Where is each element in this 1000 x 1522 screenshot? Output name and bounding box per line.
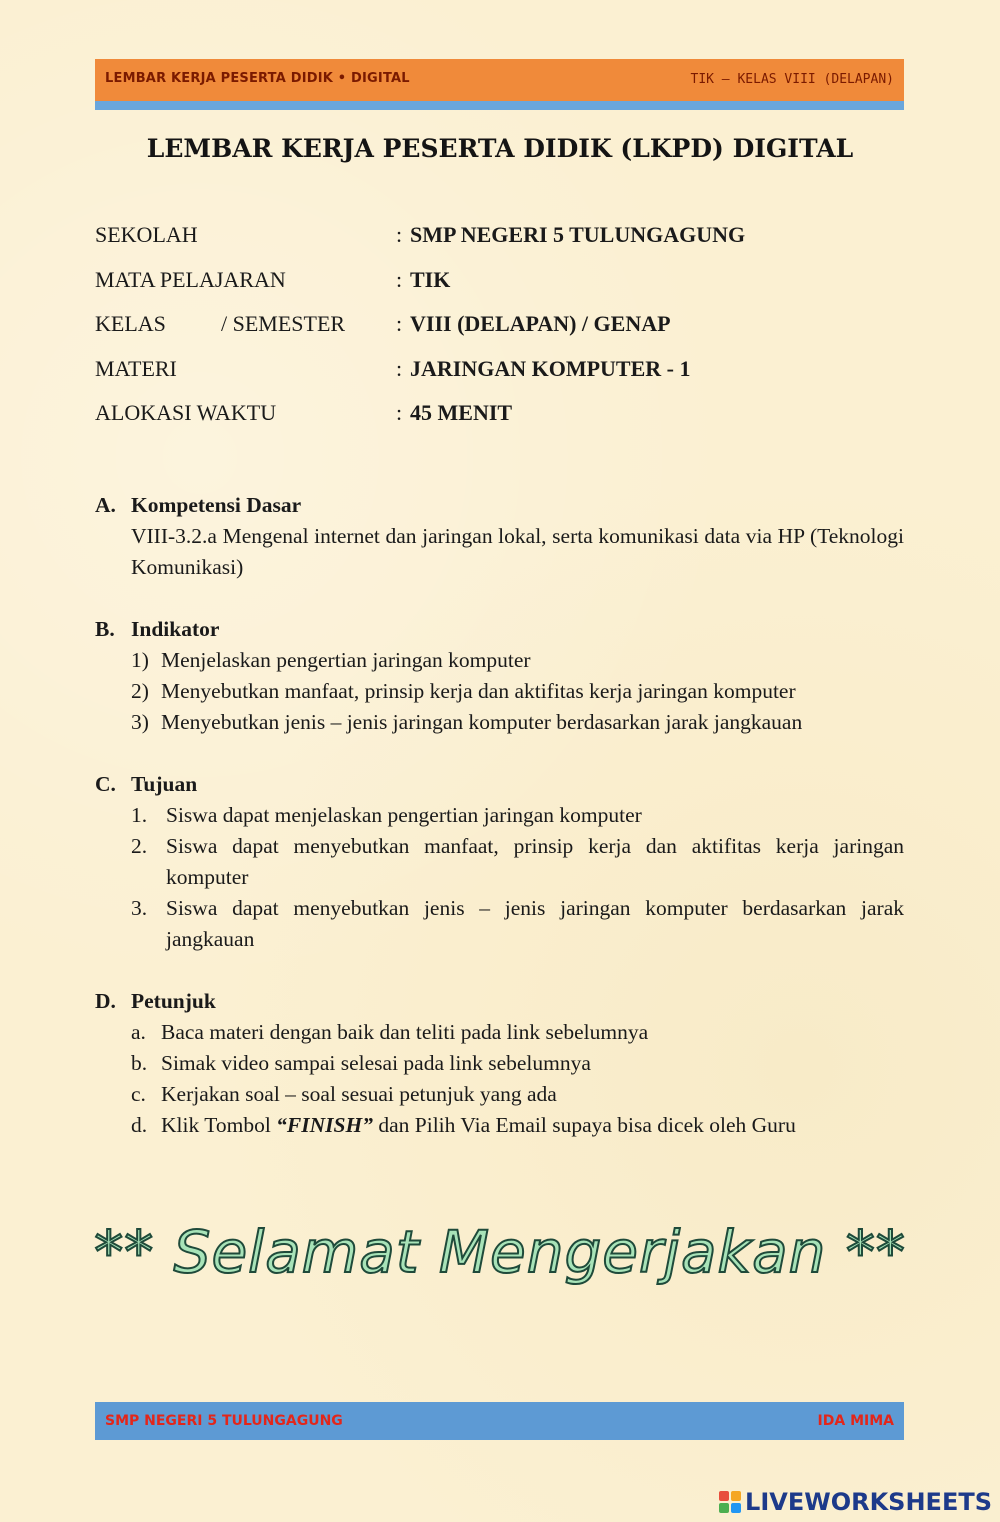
list-marker: b. [131, 1051, 148, 1075]
section-title: Petunjuk [131, 989, 216, 1013]
info-colon: : [396, 355, 403, 381]
section-paragraph: VIII-3.2.a Mengenal internet dan jaringan lokal, serta komunikasi data via HP (Teknologi Komunikasi) [131, 524, 904, 579]
info-label: MATERI [95, 355, 177, 381]
info-colon: : [396, 266, 403, 292]
list-text: Menjelaskan pengertian jaringan komputer [161, 648, 531, 672]
liveworksheets-watermark[interactable] [719, 1488, 992, 1516]
list-text-group [131, 1110, 904, 1141]
list-text: Siswa dapat menyebutkan jenis – jenis jaringan komputer berdasarkan jarak jangkauan [166, 896, 904, 951]
page-title: LEMBAR KERJA PESERTA DIDIK (LKPD) DIGITAL [146, 134, 854, 163]
info-label: MATA PELAJARAN [95, 266, 286, 292]
info-label: SEKOLAH [95, 222, 198, 247]
list-marker: 2) [131, 679, 149, 703]
section-letter: B. [95, 617, 115, 641]
list-marker: 3. [131, 896, 148, 920]
header-bar [95, 59, 904, 101]
info-value: 45 MENIT [410, 400, 513, 425]
section-letter: C. [95, 772, 116, 796]
header-left-text: LEMBAR KERJA PESERTA DIDIK • DIGITAL [105, 71, 410, 86]
info-table [95, 222, 904, 445]
list-item [131, 707, 904, 738]
section-kompetensi-dasar [95, 490, 904, 583]
list-marker: d. [131, 1113, 148, 1137]
info-row-mapel [95, 267, 904, 312]
list-text: Menyebutkan manfaat, prinsip kerja dan aktifitas kerja jaringan komputer [161, 679, 796, 703]
footer-school: SMP NEGERI 5 TULUNGAGUNG [105, 1413, 343, 1429]
info-value: JARINGAN KOMPUTER - 1 [410, 355, 691, 381]
list-item [131, 645, 904, 676]
info-value: VIII (DELAPAN) / GENAP [410, 311, 671, 336]
section-indikator [95, 614, 904, 738]
list-marker: c. [131, 1082, 146, 1106]
header-stripe [95, 101, 904, 110]
section-title: Indikator [131, 617, 220, 641]
list-text: Baca materi dengan baik dan teliti pada link sebelumnya [161, 1020, 649, 1044]
list-marker: 1) [131, 648, 149, 672]
info-value: TIK [410, 266, 451, 292]
list-marker: 3) [131, 710, 149, 734]
list-item [131, 831, 904, 893]
section-petunjuk [95, 986, 904, 1141]
info-colon: : [396, 311, 403, 336]
info-colon: : [396, 222, 403, 247]
list-item [131, 893, 904, 955]
section-heading [95, 769, 904, 800]
list-item [131, 800, 904, 831]
list-text: Kerjakan soal – soal sesuai petunjuk yang ada [161, 1082, 557, 1106]
list-text: Simak video sampai selesai pada link sebelumnya [161, 1051, 591, 1075]
list-item [131, 1048, 904, 1079]
header-right-text: TIK – KELAS VIII (DELAPAN) [690, 72, 894, 87]
list-marker: 2. [131, 834, 148, 858]
list-item [131, 676, 904, 707]
section-heading [95, 614, 904, 645]
footer-author: IDA MIMA [817, 1413, 894, 1429]
info-label: KELAS [95, 311, 166, 336]
section-title: Tujuan [131, 772, 198, 796]
section-letter: A. [95, 493, 116, 517]
list-text: dan Pilih Via Email supaya bisa dicek oleh Guru [372, 1113, 796, 1137]
finish-emphasis: “FINISH” [276, 1113, 373, 1137]
info-row-materi [95, 356, 904, 401]
greeting-banner: ** Selamat Mengerjakan ** [94, 1218, 906, 1286]
watermark-text: LIVEWORKSHEETS [745, 1488, 992, 1516]
liveworksheets-logo-icon [719, 1491, 741, 1513]
info-label-secondary: / SEMESTER [221, 311, 346, 336]
info-value: SMP NEGERI 5 TULUNGAGUNG [410, 222, 746, 247]
list-text: Siswa dapat menyebutkan manfaat, prinsip kerja dan aktifitas kerja jaringan komputer [166, 834, 904, 889]
footer-bar [95, 1402, 904, 1440]
list-item [131, 1017, 904, 1048]
section-letter: D. [95, 989, 116, 1013]
list-item [131, 1110, 904, 1141]
list-text: Klik Tombol [161, 1113, 277, 1137]
info-label: ALOKASI WAKTU [95, 400, 277, 425]
section-heading [95, 490, 904, 521]
list-marker: a. [131, 1020, 146, 1044]
section-heading [95, 986, 904, 1017]
list-text: Siswa dapat menjelaskan pengertian jaringan komputer [166, 803, 642, 827]
section-tujuan [95, 769, 904, 955]
section-title: Kompetensi Dasar [131, 493, 302, 517]
info-label-group [95, 311, 346, 337]
list-item [131, 1079, 904, 1110]
info-row-kelas [95, 311, 904, 356]
info-row-alokasi [95, 400, 904, 445]
list-marker: 1. [131, 803, 148, 827]
list-text: Menyebutkan jenis – jenis jaringan komputer berdasarkan jarak jangkauan [161, 710, 803, 734]
info-colon: : [396, 400, 403, 425]
info-row-sekolah [95, 222, 904, 267]
